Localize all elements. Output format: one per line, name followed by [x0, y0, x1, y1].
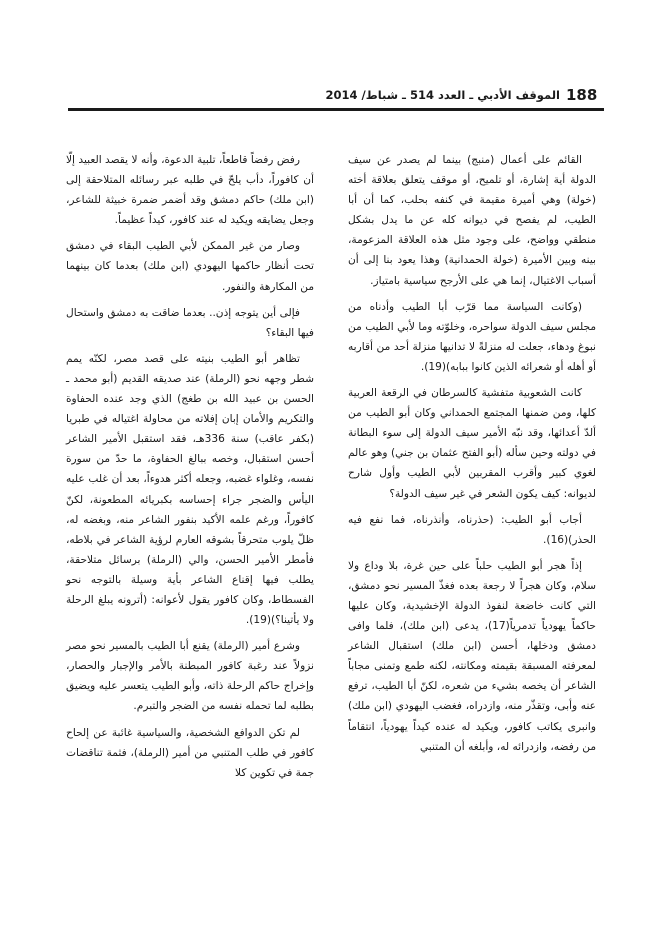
page-number: 188 [566, 86, 598, 104]
paragraph: رفض رفضاً قاطعاً، تلبية الدعوة، وأنه لا يقصد العبيد إلّا أن كافوراً، دأب يلحّ في طلبه عبر رسائله المتلاحقة إلى (ابن ملك) حاكم دمشق وقد أضمر ضمرة خبيثة للشاعر، وجعل يضايقه ويكيد له عند كافور، كيداً عظيماً. [66, 154, 314, 227]
paragraph: لم تكن الدوافع الشخصية، والسياسية غائبة عن إلحاح كافور في طلب المتنبي من أمير (الرملة)، فثمة تناقضات جمة في تكوين كلا [66, 726, 314, 779]
paragraph: القائم على أعمال (منبج) بينما لم يصدر عن سيف الدولة أية إشارة، أو تلميح، أو موقف يتعلق بعلاقة أخته (خولة) وهي أميرة مقيمة في كنفه بحلب، كما أن أبا الطيب، لم يفصح في ديوانه كله عن ما يدل بشكل منطقي وواضح، على وجود مثل هذه العلاقة المزعومة، بينه وبين الأميرة (خولة الحمدانية) وهذا يعود بنا إلى أن أسباب الاغتيال، إنما هي على الأرجح سياسية بامتياز. [348, 154, 596, 287]
text-column-right [348, 150, 596, 763]
paragraph: تظاهر أبو الطيب بنيته على قصد مصر، لكنّه يمم شطر وجهه نحو (الرملة) عند صديقه القديم (أبو محمد ـ الحسن بن عبيد الله بن طغج) الذي وجد عنده الحفاوة والتكريم والأمان إبان إفلاته من محاولة اغتياله في طبريا (بكفر عاقب) سنة 336هـ، فقد استقبل الأمير الشاعر أحسن استقبال، وخصه ببالغ الحفاوة، ما حدّ من سورة نفسه، وغلواء غضبه، وجعله أكثر هدوءاً، بعد أن غلب عليه اليأس والضجر جراء إحساسه بكبريائه المطعونة، لكنّ كافوراً، ورغم علمه الأكيد بنفور الشاعر منه، وبغضه له، ظلّ يلوب متحرقاً بشوقه العارم لرؤية الشاعر في بلاطه، فأمطر الأمير الحسن، والي (الرملة) برسائل متلاحقة، يطلب فيها إقناع الشاعر بأية وسيلة بالتوجه نحو الفسطاط، وكان كافور يقول لأعوانه: (أترونه يبلغ الرحلة ولا يأتينا؟)(19). [66, 352, 314, 627]
text-column-left [66, 150, 314, 789]
paragraph: فإلى أين يتوجه إذن.. بعدما ضاقت به دمشق واستحال فيها البقاء؟ [66, 306, 314, 339]
paragraph: (وكانت السياسة مما قرّب أبا الطيب وأدناه من مجلس سيف الدولة سواحره، وخلوّته وما لأبي الطيب من نبوغ ودهاء، جعلت له منزلةً لا تدانيها منزلة أحد من أقاربه أو أهله أو شعرائه الذين كانوا ببابه)(19). [348, 300, 596, 373]
paragraph: وشرع أمير (الرملة) يقنع أبا الطيب بالمسير نحو مصر نزولاً عند رغبة كافور المبطنة بالأمر والإجبار والحصار، وإخراج حاكم الرحلة ذاته، وأبو الطيب يتعسر عليه ويضيق بطلبه لما تحمله نفسه من الضجر والتبرم. [66, 640, 314, 713]
paragraph: كانت الشعوبية متفشية كالسرطان في الرقعة العربية كلها، ومن ضمنها المجتمع الحمداني وكان أبو الطيب من ألدّ أعدائها، وقد نبّه الأمير سيف الدولة إلى سوء البطانة في دولته وحين سأله (أبو الفتح عثمان بن جني) وهو عالم لغوي كبير وأقرب المقربين لأبي الطيب وأول شارح لديوانه: كيف يكون الشعر في غير سيف الدولة؟ [348, 387, 596, 500]
paragraph: أجاب أبو الطيب: (حذرناه، وأنذرناه، فما نفع فيه الحذر)(16). [348, 513, 596, 546]
paragraph: وصار من غير الممكن لأبي الطيب البقاء في دمشق تحت أنظار حاكمها اليهودي (ابن ملك) بعدما كان بينهما من المكارهة والنفور. [66, 240, 314, 293]
header-rule [68, 108, 604, 111]
paragraph: إذاً هجر أبو الطيب حلباً على حين غرة، بلا وداع ولا سلام، وكان هجراً لا رجعة بعده فغذّ المسير نحو دمشق، التي كانت خاضعة لنفوذ الدولة الإخشيدية، وكان عليها حاكماً يهودياً تدمرياً(17)، يدعى (ابن ملك)، فلما وافى دمشق ودخلها، أحسن (ابن ملك) استقبال الشاعر لمعرفته المسبقة بقيمته ومكانته، لكنه طمع وتمنى مجاباً الشاعر أن يخصه بشيء من شعره، لكنّ أبا الطيب، ترفع عنه وأبى، وتقذّر منه، وازدراه، فغضب اليهودي (ابن ملك) وانبرى يكاتب كافور، ويكيد له عنده كيداً يهودياً، انتقاماً من رفضه، وازدرائه له، وأبلغه أن المتنبي [348, 559, 596, 753]
page-header [0, 74, 661, 114]
running-head: الموقف الأدبي ـ العدد 514 ـ شباط/ 2014 [325, 88, 560, 102]
